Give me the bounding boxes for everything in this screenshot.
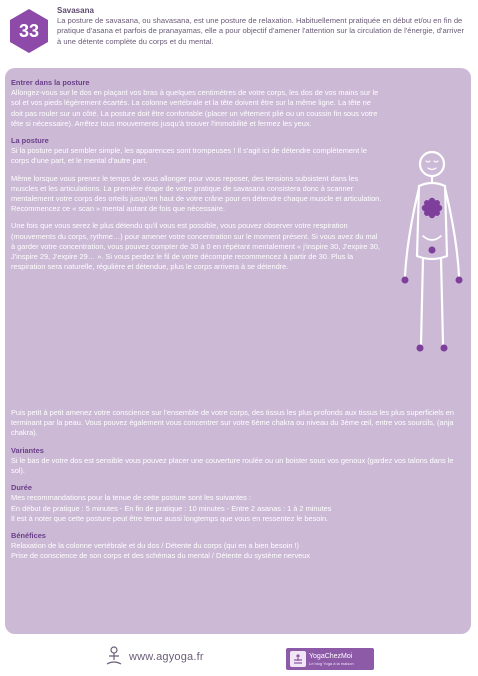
posture-number-badge xyxy=(6,8,52,54)
section-title-posture: La posture xyxy=(11,136,49,146)
posture-paragraph-1: Si la posture peut sembler simple, les apparences sont trompeuses ! Il s'agit ici de détendre complètement le corps d'une part, et le mental d'autre part. xyxy=(11,146,367,166)
posture-intro: La posture de savasana, ou shavasana, est une posture de relaxation. Habituellement pratiquée en début et/ou en fin de pratique d'asana et parfois de pranayamas, elle a pour objectif d'amener l'attention sur la circulation de l'énergie, d'arriver à une détente complète du corps et du mental. xyxy=(57,16,464,46)
duree-line-1: Mes recommandations pour la tenue de cette posture sont les suivantes : xyxy=(11,493,251,503)
posture-paragraph-2: Même lorsque vous prenez le temps de vous allonger pour vous reposer, des tensions subsistent dans les muscles et les articulations. La première étape de votre pratique de savasana consistera donc à scanner mentalement votre corps des orteils jusqu'en haut de votre crâne pour en détendre chaque muscle et articulation. Recommencez ce « scan » mental autant de fois que nécessaire. xyxy=(11,173,382,214)
meditating-figure-icon xyxy=(105,646,123,668)
savasana-figure-illustration xyxy=(397,148,467,368)
section-title-duree: Durée xyxy=(11,483,32,493)
agyoga-url[interactable]: www.agyoga.fr xyxy=(129,651,204,663)
section-title-entrer: Entrer dans la posture xyxy=(11,78,90,87)
agyoga-footer xyxy=(105,646,204,668)
posture-title: Savasana xyxy=(57,6,94,15)
yogachezmoi-tagline: Le blog Yoga à la maison xyxy=(309,660,354,666)
yoga-logo-icon xyxy=(290,651,306,667)
section-text-variantes: Si le bas de votre dos est sensible vous pouvez placer une couverture roulée ou un boister sous vos genoux (gardez vos talons dans le sol). xyxy=(11,455,454,476)
upper-content xyxy=(11,78,383,272)
benefices-line-1: Relaxation de la colonne vertébrale et du dos / Détente du corps (qui en a bien besoin !) xyxy=(11,541,300,551)
content-panel xyxy=(5,68,471,634)
yogachezmoi-logo[interactable] xyxy=(286,648,374,670)
section-text-entrer: Allongez-vous sur le dos en plaçant vos bras à quelques centimètres de votre corps, les dos de vos mains sur le sol et vos pieds légèrement écartés. La colonne vertébrale et la tête doivent être sur la même ligne. La tête ne doit pas rouler sur un côté. La posture doit être confortable (placer un vêtement plié ou un coussin fin sous votre tête si nécessaire). Arrêtez tous mouvements jusqu'à trouver l'immobilité et fermez les yeux. xyxy=(11,88,379,128)
section-title-variantes: Variantes xyxy=(11,445,44,455)
section-title-benefices: Bénéfices xyxy=(11,531,46,541)
duree-line-2: En début de pratique : 5 minutes - En fin de pratique : 10 minutes - Entre 2 asanas : 1 à 2 minutes xyxy=(11,503,332,513)
duree-line-3: Il est à noter que cette posture peut être tenue aussi longtemps que vous en ressentez le besoin. xyxy=(11,513,329,523)
posture-number: 33 xyxy=(18,20,40,41)
lower-content xyxy=(11,408,463,562)
posture-paragraph-4: Puis petit à petit amenez votre conscience sur l'ensemble de votre corps, des tissus les plus profonds aux tissus les plus superficiels en terminant par la peau. Vous pouvez également vous concentrer sur votre 6ème chakra ou niveau du 3ème œil, entre vos sourcils, (anja chakra). xyxy=(11,408,455,438)
benefices-line-2: Prise de conscience de son corps et des schémas du mental / Détente du système nerveux xyxy=(11,551,311,561)
posture-paragraph-3: Une fois que vous serez le plus détendu qu'il vous est possible, vous pouvez observer votre respiration (mouvements du corps, rythme…) pour amener votre concentration sur le moment présent. Si vous avez du mal à garder votre concentration, vous pouvez compter de 30 à 0 en répétant mentalement « j'inspire 30, J'expire 30, J'inspire 29, J'expire 29… ». Si vous perdez le fil de votre décompte recommencez à partir de 30. Plus la respiration sera naturelle, régulière et détendue, plus le corps arrivera à se détendre. xyxy=(11,221,380,272)
yogachezmoi-brand: YogaChezMoi xyxy=(309,652,353,660)
